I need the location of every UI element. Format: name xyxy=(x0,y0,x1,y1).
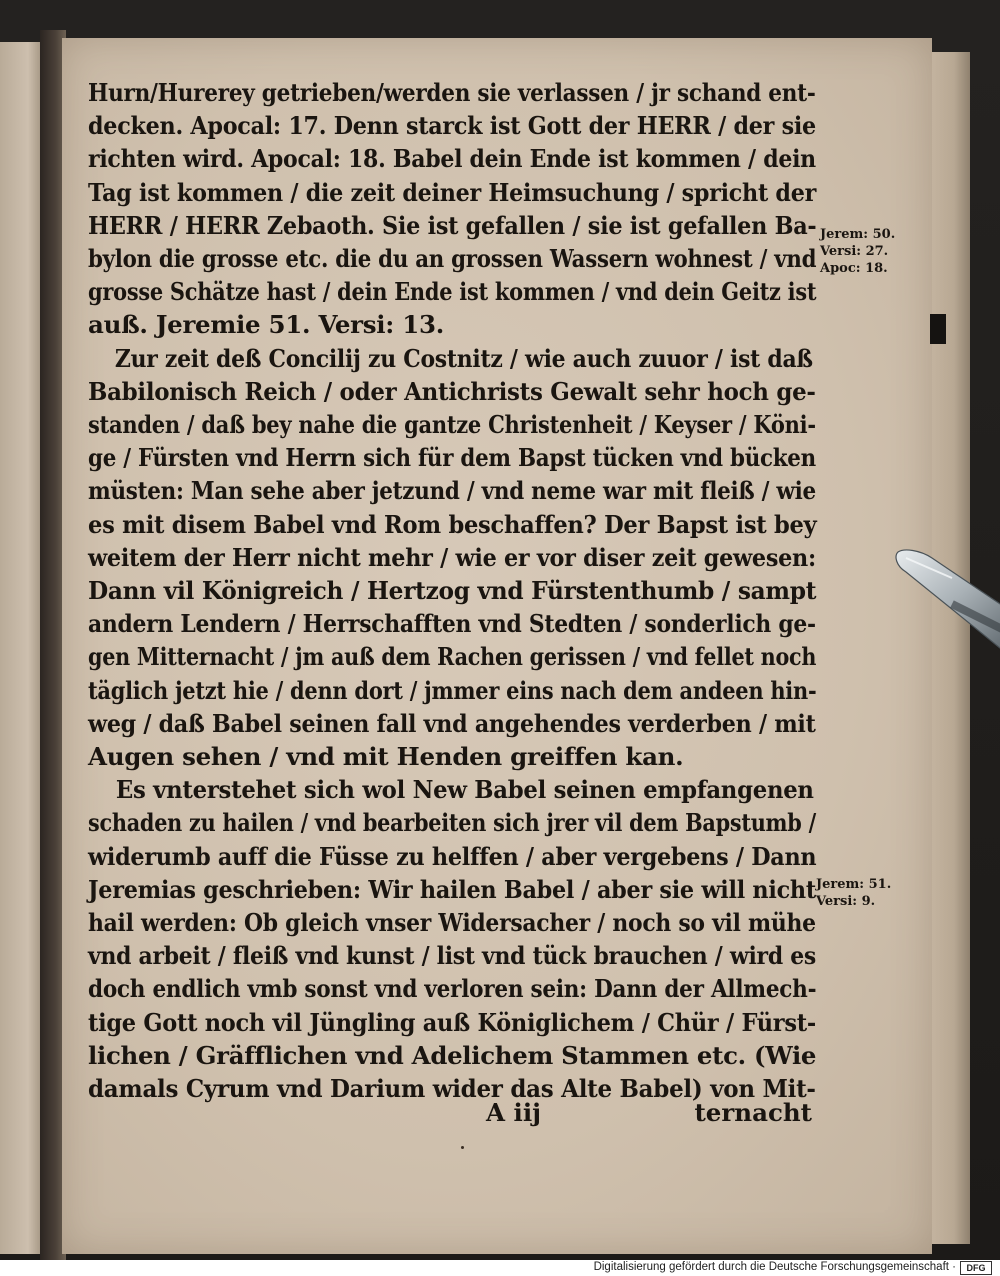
text-line: HERR / HERR Zebaoth. Sie ist gefallen / sie ist gefallen Ba- xyxy=(88,210,817,240)
signature-mark: A iij xyxy=(486,1098,542,1127)
marginal-note-jerem-50 xyxy=(820,226,895,277)
marginal-note-line: Versi: 9. xyxy=(816,894,876,909)
text-line: gen Mitternacht / jm auß dem Rachen gerissen / vnd fellet noch xyxy=(88,642,817,672)
text-line: grosse Schätze hast / dein Ende ist kommen / vnd dein Geitz ist xyxy=(88,277,817,307)
marginal-note-jerem-51 xyxy=(816,876,891,910)
text-line: widerumb auff die Füsse zu helffen / aber vergebens / Dann xyxy=(88,841,817,871)
text-line: hail werden: Ob gleich vnser Widersacher / noch so vil mühe xyxy=(88,908,816,938)
text-line: müsten: Man sehe aber jetzund / vnd neme war mit fleiß / wie xyxy=(88,476,816,506)
ink-speck xyxy=(461,1146,464,1149)
text-line: standen / daß bey nahe die gantze Christenheit / Keyser / Köni- xyxy=(88,410,816,440)
text-line: Es vnterstehet sich wol New Babel seinen empfangenen xyxy=(115,775,814,805)
text-line: lichen / Gräfflichen vnd Adelichem Stammen etc. (Wie xyxy=(88,1040,817,1070)
left-page-edge xyxy=(0,42,43,1254)
binding-tab xyxy=(930,314,946,344)
text-line: täglich jetzt hie / denn dort / jmmer eins nach dem andeen hin- xyxy=(88,675,817,705)
text-line: es mit disem Babel vnd Rom beschaffen? Der Bapst ist bey xyxy=(88,509,817,539)
text-line: damals Cyrum vnd Darium wider das Alte Babel) von Mit- xyxy=(88,1074,816,1104)
text-line: vnd arbeit / fleiß vnd kunst / list vnd tück brauchen / wird es xyxy=(88,941,816,971)
catchword: ternacht xyxy=(694,1098,812,1127)
text-line: Hurn/Hurerey getrieben/werden sie verlassen / jr schand ent- xyxy=(88,78,816,107)
text-line: Jeremias geschrieben: Wir hailen Babel / aber sie will nicht xyxy=(88,874,816,904)
text-line: weitem der Herr nicht mehr / wie er vor diser zeit gewesen: xyxy=(88,542,816,572)
text-line: Dann vil Königreich / Hertzog vnd Fürstenthumb / sampt xyxy=(88,576,817,606)
text-line: schaden zu hailen / vnd bearbeiten sich jrer vil dem Bapstumb / xyxy=(88,808,816,838)
text-line: Tag ist kommen / die zeit deiner Heimsuchung / spricht der xyxy=(88,177,817,207)
marginal-note-line: Jerem: 50. xyxy=(820,227,896,242)
text-line: decken. Apocal: 17. Denn starck ist Gott der HERR / der sie xyxy=(88,111,816,141)
text-line: andern Lendern / Herrschafften vnd Stedten / sonderlich ge- xyxy=(88,609,816,639)
marginal-note-line: Versi: 27. xyxy=(820,244,889,259)
page-footer xyxy=(88,1098,816,1132)
text-line: doch endlich vmb sonst vnd verloren sein: Dann der Allmech- xyxy=(88,974,817,1004)
body-text xyxy=(88,76,816,1105)
marginal-note-line: Apoc: 18. xyxy=(820,261,888,276)
page-holder-pointer-icon xyxy=(892,548,1000,652)
text-line: bylon die grosse etc. die du an grossen Wassern wohnest / vnd xyxy=(88,244,817,274)
marginal-note-line: Jerem: 51. xyxy=(816,877,892,892)
text-line: auß. Jeremie 51. Versi: 13. xyxy=(88,310,444,340)
text-line: ge / Fürsten vnd Herrn sich für dem Bapst tücken vnd bücken xyxy=(88,443,816,473)
text-line: Babilonisch Reich / oder Antichrists Gewalt sehr hoch ge- xyxy=(88,376,816,406)
funding-credit: Digitalisierung gefördert durch die Deutsche Forschungsgemeinschaft · xyxy=(593,1261,956,1273)
text-line: Zur zeit deß Concilij zu Costnitz / wie auch zuuor / ist daß xyxy=(114,343,813,373)
dfg-logo-icon: DFG xyxy=(960,1261,992,1275)
text-line: Augen sehen / vnd mit Henden greiffen kan. xyxy=(88,742,684,772)
text-line: tige Gott noch vil Jüngling auß Königlichem / Chür / Fürst- xyxy=(88,1007,816,1037)
text-line: richten wird. Apocal: 18. Babel dein Ende ist kommen / dein xyxy=(88,144,816,174)
text-line: weg / daß Babel seinen fall vnd angehendes verderben / mit xyxy=(88,708,816,738)
